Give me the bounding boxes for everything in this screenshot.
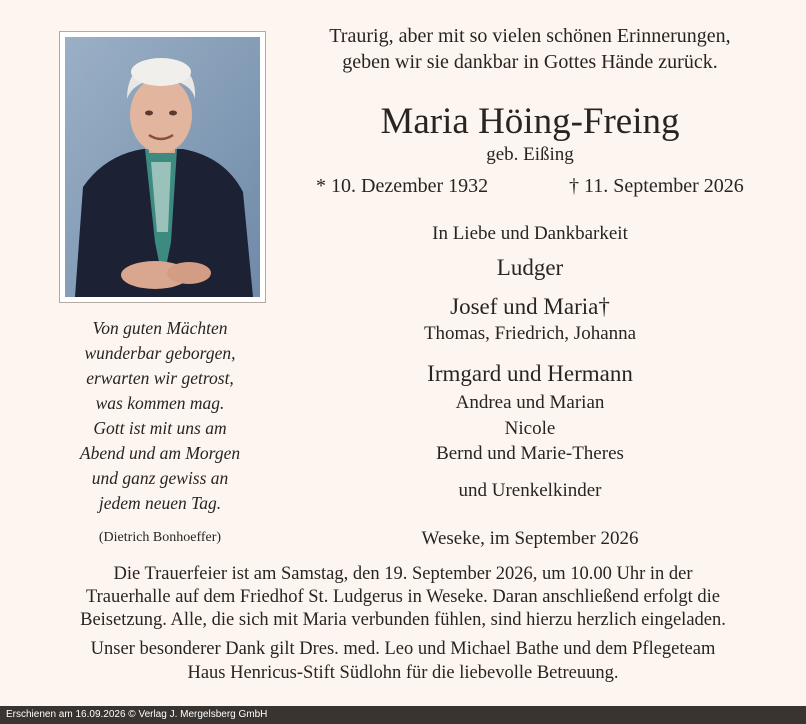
poem-line: was kommen mag.	[95, 393, 225, 413]
mourner-3-children-3: Bernd und Marie-Theres	[436, 443, 624, 464]
poem-line: Abend und am Morgen	[79, 443, 241, 463]
poem-line: Gott ist mit uns am	[93, 418, 227, 438]
portrait-photo	[65, 37, 260, 297]
poem-line: jedem neuen Tag.	[98, 493, 222, 513]
mourner-3-children-1: Andrea und Marian	[455, 392, 605, 413]
mourner-2-children: Thomas, Friedrich, Johanna	[423, 323, 637, 344]
mourners-heading: In Liebe und Dankbarkeit	[432, 223, 628, 244]
poem-line: wunderbar geborgen,	[84, 343, 236, 363]
intro-line-1: Traurig, aber mit so vielen schönen Erinnerungen,	[329, 25, 731, 47]
poem-line: erwarten wir getrost,	[86, 368, 234, 388]
thanks-line: Haus Henricus-Stift Südlohn für die liebevolle Betreuung.	[187, 663, 619, 683]
poem-line: und ganz gewiss an	[91, 468, 229, 488]
great-grandchildren: und Urenkelkinder	[458, 480, 602, 501]
mourner-1: Ludger	[496, 255, 564, 280]
funeral-line: Trauerhalle auf dem Friedhof St. Ludgerus in Weseke. Daran anschließend erfolgt die	[85, 587, 720, 607]
funeral-line: Die Trauerfeier ist am Samstag, den 19. September 2026, um 10.00 Uhr in der	[113, 564, 693, 584]
mourner-3: Irmgard und Hermann	[427, 361, 633, 386]
mourner-2: Josef und Maria†	[450, 294, 610, 319]
funeral-line: Beisetzung. Alle, die sich mit Maria verbunden fühlen, sind hierzu herzlich eingeladen.	[80, 610, 726, 630]
deceased-name: Maria Höing-Freing	[380, 101, 680, 142]
portrait-frame	[59, 31, 266, 303]
poem-author: (Dietrich Bonhoeffer)	[98, 530, 222, 545]
intro-line-2: geben wir sie dankbar in Gottes Hände zurück.	[342, 51, 718, 73]
mourner-3-children-2: Nicole	[504, 418, 556, 439]
death-date: † 11. September 2026	[569, 175, 744, 197]
maiden-name: geb. Eißing	[486, 144, 574, 165]
birth-date: * 10. Dezember 1932	[316, 175, 489, 197]
thanks-line: Unser besonderer Dank gilt Dres. med. Leo und Michael Bathe und dem Pflegeteam	[90, 639, 716, 659]
poem-line: Von guten Mächten	[92, 318, 228, 338]
place-date: Weseke, im September 2026	[421, 528, 639, 549]
publication-footer: Erschienen am 16.09.2026 © Verlag J. Mergelsberg GmbH	[0, 706, 806, 724]
